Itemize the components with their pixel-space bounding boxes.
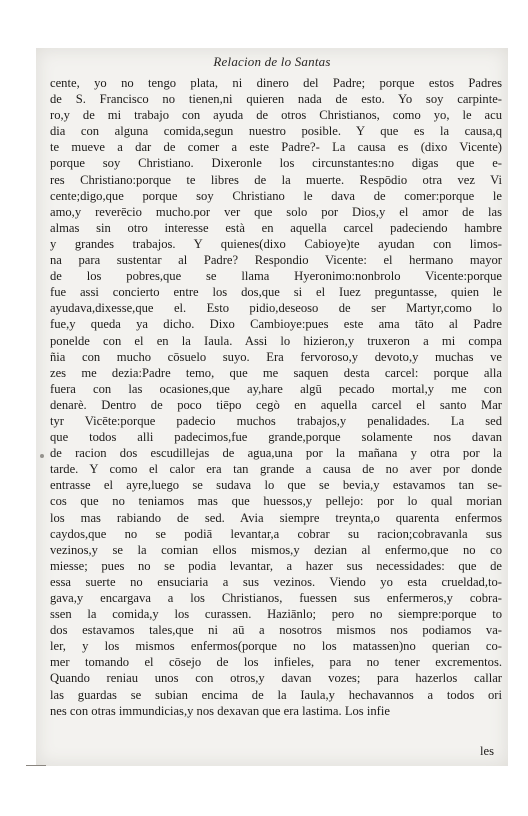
text-line: ponelde con el en la Iaula. Assi lo hizieron,y truxeron a mi compa [50,333,502,348]
text-line: nes con otras immundicias,y nos dexavan que era lastima. Los infie [50,703,390,718]
text-line: dia con alguna comida,segun nuestro posible. Y que es la causa,q [50,124,502,139]
text-line: dos estavamos tales,que ni aū a nosotros mismos nos podiamos va- [50,623,502,638]
text-line: ler, y los mismos enfermos(porque no los matassen)no querian co- [50,639,502,654]
text-line: zes me dezia:Padre temo, que me saquen desta carcel: porque alla [50,365,502,380]
text-line: res Christiano:porque te libres de la muerte. Respōdio otra vez Vi [50,172,502,187]
text-line: ñia con mucho cōsuelo suyo. Era fervoroso,y devoto,y muchas ve [50,349,502,364]
text-line: las guardas se subian encima de la Iaula,y hechavannos a todos ori [50,687,502,702]
text-line: y grandes trabajos. Y quienes(dixo Cabioye)te ayudan con limos- [50,236,502,251]
catchword: les [480,744,494,758]
text-line: cos que no teniamos mas que huessos,y pellejo: por lo qual morian [50,494,502,509]
text-line: amo,y reverēcio mucho.por ver que solo por Dios,y el amor de las [50,204,502,219]
text-line: los mas rabiando de sed. Avia siempre treynta,o quarenta enfermos [50,510,502,525]
page-edge-mark [26,765,46,766]
text-line: ayudava,dixesse,que el. Esto pidio,deseoso de ser Martyr,como lo [50,301,502,316]
text-line: caydos,que no se podiā levantar,a cobrar su racion;cobravanla sus [50,526,502,541]
text-line: cente, yo no tengo plata, ni dinero del Padre; porque estos Padres [50,76,502,90]
text-line: cente;digo,que porque soy Christiano le dava de comer:porque le [50,188,502,203]
text-line: essa suerte no ensuciaria a sus vezinos. Viendo yo esta crueldad,to- [50,574,502,589]
text-line: que todos alli padecimos,fue grande,porque solamente nos davan [50,430,502,445]
text-line: mer tomando el cōsejo de los infieles, para no tener excrementos. [50,655,502,670]
text-line: tarde. Y como el calor era tan grande a causa de no aver por donde [50,462,502,477]
text-line: tyr Vicēte:porque padecio muchos trabajos,y penalidades. La sed [50,413,502,428]
text-line: na para sustentar al Padre? Respondio Vicente: el hermano mayor [50,253,502,268]
text-line: Quando reniau unos con otros,y davan vozes; para hazerlos callar [50,671,502,686]
text-line: fue assi concierto entre los dos,que si el Iuez preguntasse, quien le [50,285,502,300]
text-line: fuera con las ocasiones,que ay,hare algū pecado mortal,y me con [50,381,502,396]
text-line: ssen la comida,y los curassen. Haziānlo; pero no siempre:porque to [50,607,502,622]
running-head: Relacion de lo Santas [213,54,331,69]
margin-speck [40,454,44,458]
book-page [36,48,508,766]
text-line: entrasse el ayre,luego se sudava lo que se bevia,y estavamos tan se- [50,478,502,493]
text-line: miesse; pues no se podia levantar, a hazer sus necessidades: que de [50,558,502,573]
text-line: fue,y queda ya dicho. Dixo Cambioye:pues este ama tāto al Padre [50,317,502,332]
body-text [50,75,502,719]
text-line: almas sin otro interesse està en aquella carcel padeciendo hambre [50,220,502,235]
text-line: gava,y encargava a los Christianos, fuessen sus enfermeros,y cobra- [50,591,502,605]
text-line: de S. Francisco no tienen,ni quieren nada de esto. Yo soy carpinte- [50,92,502,107]
text-line: de los pobres,que se llama Hyeronimo:nonbrolo Vicente:porque [50,269,502,284]
text-line: vezinos,y se la comian ellos mismos,y dezian al enfermo,que no co [50,542,502,557]
text-line: ro,y de mi trabajo con ayuda de otros Christianos, como yo, le acu [50,108,502,123]
text-line: denarè. Dentro de poco tiēpo cegò en aquella carcel el santo Mar [50,397,502,412]
text-line: te mueve a dar de comer a este Padre?- La causa es (dixo Vicente) [50,140,502,155]
text-line: de racion dos escudillejas de agua,una por la mañana y otra por la [50,446,502,461]
text-line: porque soy Christiano. Dixeronle los circunstantes:no digas que e- [50,156,502,171]
